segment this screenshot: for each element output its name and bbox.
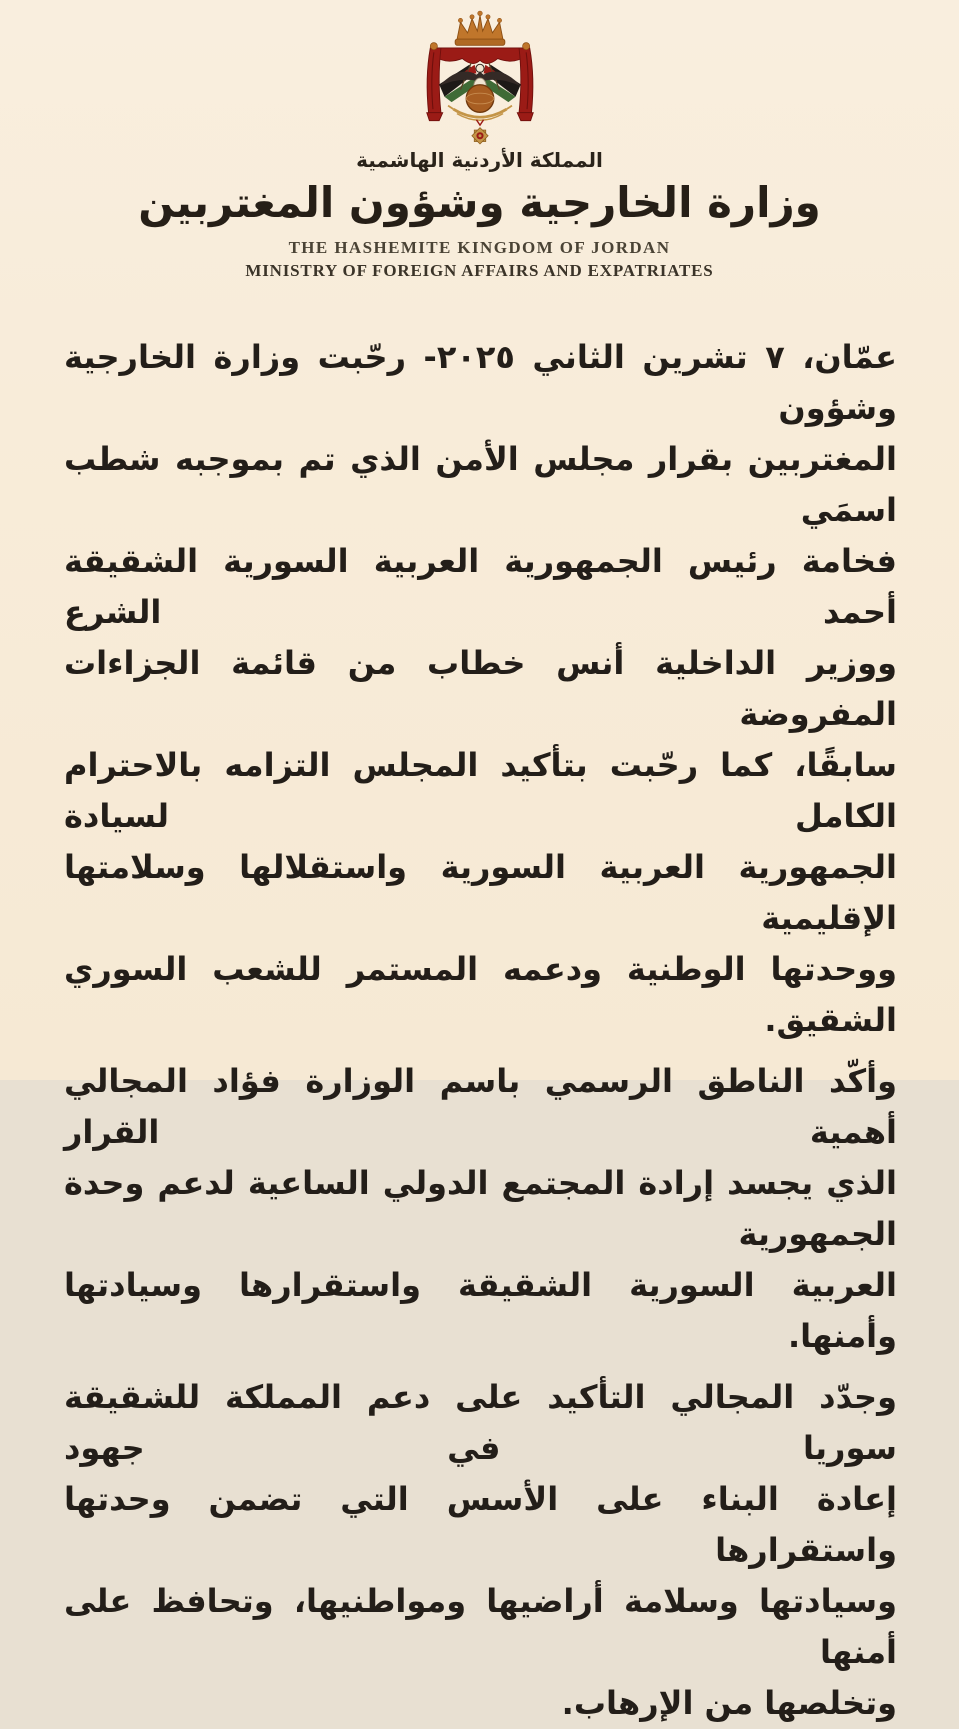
text-line: ووحدتها الوطنية ودعمه المستمر للشعب السوري الشقيق. xyxy=(64,950,897,1039)
kingdom-name-english: THE HASHEMITE KINGDOM OF JORDAN xyxy=(288,238,671,257)
royal-crown-icon xyxy=(455,11,505,45)
statement-paragraph-2 xyxy=(64,1056,897,1362)
text-line: وجدّد المجالي التأكيد على دعم المملكة للشقيقة سوريا في جهود xyxy=(64,1378,897,1467)
statement-paragraph-1 xyxy=(64,332,897,1046)
text-line: سابقًا، كما رحّبت بتأكيد المجلس التزامه بالاحترام الكامل لسيادة xyxy=(64,746,897,835)
text-line: فخامة رئيس الجمهورية العربية السورية الشقيقة أحمد الشرع xyxy=(64,542,897,631)
globe-icon xyxy=(466,85,494,113)
kingdom-name-arabic: المملكة الأردنية الهاشمية xyxy=(356,148,603,172)
text-line: الذي يجسد إرادة المجتمع الدولي الساعية لدعم وحدة الجمهورية xyxy=(64,1164,897,1253)
ministry-letterhead xyxy=(0,0,959,282)
statement-paragraph-3 xyxy=(64,1372,897,1729)
text-line: المغتربين بقرار مجلس الأمن الذي تم بموجبه شطب اسمَي xyxy=(64,440,897,529)
medal-icon xyxy=(471,120,487,144)
text-line: وسيادتها وسلامة أراضيها ومواطنيها، وتحافظ على أمنها xyxy=(64,1582,897,1671)
text-line: العربية السورية الشقيقة واستقرارها وسيادتها وأمنها. xyxy=(64,1266,897,1355)
text-line: عمّان، ٧ تشرين الثاني ٢٠٢٥- رحّبت وزارة الخارجية وشؤون xyxy=(64,338,898,427)
jordan-coat-of-arms-icon xyxy=(382,8,578,150)
text-line: الجمهورية العربية السورية واستقلالها وسلامتها الإقليمية xyxy=(64,848,897,937)
ministry-name-english: MINISTRY OF FOREIGN AFFAIRS AND EXPATRIATES xyxy=(245,261,714,280)
text-line: وأكّد الناطق الرسمي باسم الوزارة فؤاد المجالي أهمية القرار xyxy=(64,1062,897,1151)
text-line: إعادة البناء على الأسس التي تضمن وحدتها واستقرارها xyxy=(64,1480,897,1569)
text-line: وتخلصها من الإرهاب. xyxy=(561,1684,897,1722)
text-line: ووزير الداخلية أنس خطاب من قائمة الجزاءات المفروضة xyxy=(64,644,897,733)
ministry-name-arabic-calligraphy: وزارة الخارجية وشؤون المغتربين xyxy=(138,178,821,227)
statement-body xyxy=(0,332,959,1729)
